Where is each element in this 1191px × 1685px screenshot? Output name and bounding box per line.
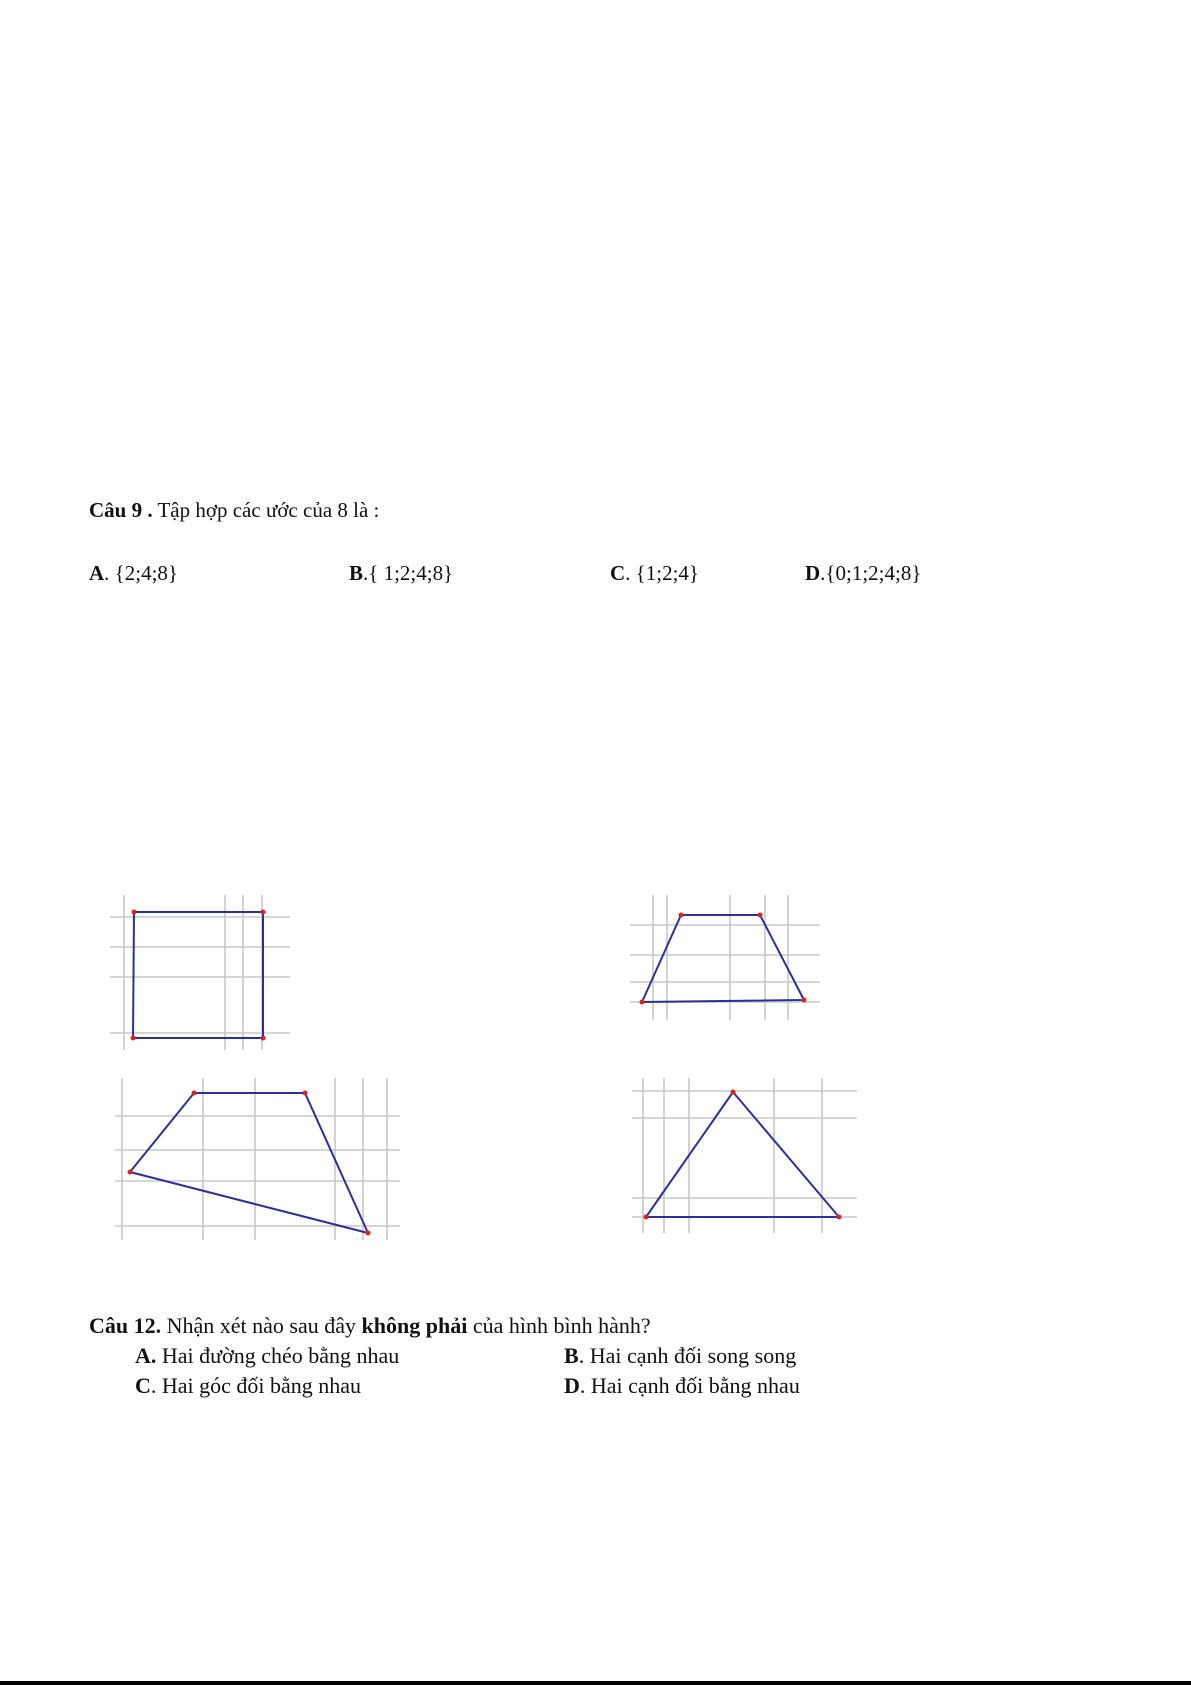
grid-lines [115,1078,400,1240]
vertex-point [731,1090,736,1095]
option-value: . Hai cạnh đối bằng nhau [579,1373,800,1398]
option-separator: . [363,561,369,585]
question-12-option-a [135,1343,399,1369]
question-9-stem [89,498,379,523]
vertex-point [303,1091,308,1096]
question-9-option-c [610,561,699,586]
figure-triangle [632,1078,857,1233]
vertex-point [131,1036,136,1041]
question-12-label: Câu 12. [89,1313,162,1338]
question-9-option-d [805,561,921,586]
figure-square [110,895,290,1050]
option-separator: . [820,561,826,585]
question-9-label: Câu 9 . [89,498,153,522]
question-12-text-after: của hình bình hành? [472,1313,651,1338]
vertex-point [132,910,137,915]
question-12-text-before: Nhận xét nào sau đây [166,1313,357,1338]
vertex-point [837,1215,842,1220]
quadrilateral-outline [130,1093,368,1233]
option-letter: D [564,1373,580,1398]
vertex-point [679,913,684,918]
figure-trapezoid [630,895,820,1020]
vertex-point [802,998,807,1003]
vertex-point [261,1036,266,1041]
page-bottom-rule [0,1681,1191,1685]
question-12-stem [89,1313,651,1339]
grid-lines [632,1078,857,1233]
option-letter: C [610,561,626,585]
option-value: {2;4;8} [114,561,178,585]
question-12-option-c [135,1373,361,1399]
vertex-point [640,1000,645,1005]
option-value: {0;1;2;4;8} [825,561,922,585]
option-letter: D [805,561,821,585]
figure-quadrilateral [115,1078,400,1240]
option-value: . Hai cạnh đối song song [578,1343,797,1368]
question-9-option-a [89,561,178,586]
option-value: Hai đường chéo bằng nhau [161,1343,400,1368]
vertex-point [261,910,266,915]
option-letter: C [135,1373,151,1398]
option-separator: . [625,561,636,585]
option-value: { 1;2;4;8} [368,561,454,585]
vertex-point [366,1231,371,1236]
question-9-text: Tập hợp các ước của 8 là : [157,498,380,522]
option-letter: A [89,561,105,585]
option-letter: A. [135,1343,157,1368]
question-12-option-b [564,1343,796,1369]
vertex-point [758,913,763,918]
option-value: . Hai góc đối bằng nhau [150,1373,362,1398]
question-12-emphasis: không phải [361,1313,468,1338]
vertex-point [128,1170,133,1175]
vertex-point [192,1091,197,1096]
question-9-option-b [349,561,453,586]
vertex-point [644,1215,649,1220]
option-letter: B [564,1343,579,1368]
option-separator: . [104,561,115,585]
option-value: {1;2;4} [635,561,699,585]
question-12-option-d [564,1373,800,1399]
option-letter: B [349,561,364,585]
